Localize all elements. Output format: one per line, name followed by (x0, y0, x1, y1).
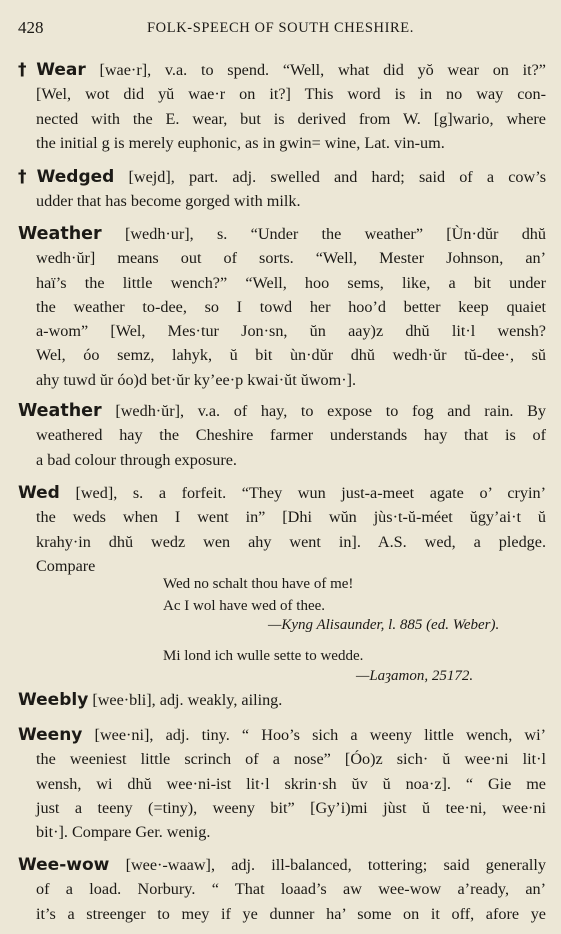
headword: Weebly (18, 690, 89, 710)
entry-weeny: Weeny [wee·ni], adj. tiny. “ Hoo’s sich a weeny little wench, wi’ the weeniest little scrinch of a nose” [Óo)z sich· ŭ wee·ni lit·l wensh, wi dhŭ wee·ni-ist lit·l skrin·sh ŭv ŭ noa·z]. “ Gie me just a teeny (=tiny), weeny bit” [Gy’i)mi jùst ŭ tee·ni, wee·ni bit·]. Compare Ger. wenig. (18, 725, 546, 842)
headword: Weather (18, 224, 102, 244)
headword: Weather (18, 401, 102, 421)
headword: Wed (18, 483, 60, 503)
running-title: FOLK-SPEECH OF SOUTH CHESHIRE. (147, 20, 414, 36)
quotation-line: Wed no schalt thou have of me! (163, 576, 354, 592)
quotation-source: —Kyng Alisaunder, l. 885 (ed. Weber). (268, 617, 500, 633)
headword: †Wear (18, 60, 86, 80)
headword: Weeny (18, 725, 83, 745)
quotation-line: Mi lond ich wulle sette to wedde. (163, 648, 364, 664)
page-number: 428 (18, 18, 44, 37)
entry-weather-verb: Weather [wedh·ŭr], v.a. of hay, to expose to fog and rain. By weathered hay the Cheshire farmer understands hay that is of a bad colour through exposure. (18, 401, 546, 469)
quotation-source: —Laȝamon, 25172. (356, 668, 474, 684)
entry-weebly: Weebly [wee·bli], adj. weakly, ailing. (18, 690, 283, 710)
page-header (18, 16, 543, 40)
headword: †Wedged (18, 167, 115, 187)
entry-weather-noun: Weather [wedh·ur], s. “Under the weather” [Ùn·dŭr dhŭ wedh·ŭr] means out of sorts. “Well, Mester Johnson, an’ haï’s the little wench?” “Well, hoo sems, like, a bit under the weather to-dee, so I towd her hoo’d better keep quaiet a-wom” [Wel, Mes·tur Jon·sn, ŭn aay)z dhŭ lit·l wensh? Wel, óo semz, laһyk, ŭ bit ùn·dŭr dhŭ wedh·ŭr tŭ-dee·, sŭ ahy tuwd ŭr óo)d bet·ŭr ky’ee·p kwai·ŭt ŭwom·]. (18, 224, 546, 389)
headword: Wee-wow (18, 855, 110, 875)
entry-wear: †Wear [wae·r], v.a. to spend. “Well, what did yŏ wear on it?” [Wel, wot did yŭ wae·r on it?] This word is in no way con- nected with the E. wear, but is derived from W. [g]wario, where the initial g is merely euphonic, as in gwin= wine, Lat. vin-um. (18, 60, 546, 152)
entry-wee-wow: Wee-wow [wee·-waaw], adj. ill-balanced, tottering; said generally of a load. Norbury. “ That loaad’s aw wee-wow a’ready, an’ it’s a streenger to mey if ye dunner ha’ some on it off, afore ye (18, 855, 546, 923)
entry-wed: Wed [wed], s. a forfeit. “They wun just-a-meet agate o’ cryin’ the weds when I went in” [Dhi wŭn jùs·t-ŭ-méet ŭgy’ai·t ŭ krahy·in dhŭ wedz wen ahy went in]. A.S. wed, a pledge. Compare (18, 483, 546, 575)
entry-wedged: †Wedged [wejd], part. adj. swelled and hard; said of a cow’s udder that has become gorged with milk. (18, 167, 546, 211)
quotation-line: Ac I wol have wed of thee. (163, 598, 326, 614)
